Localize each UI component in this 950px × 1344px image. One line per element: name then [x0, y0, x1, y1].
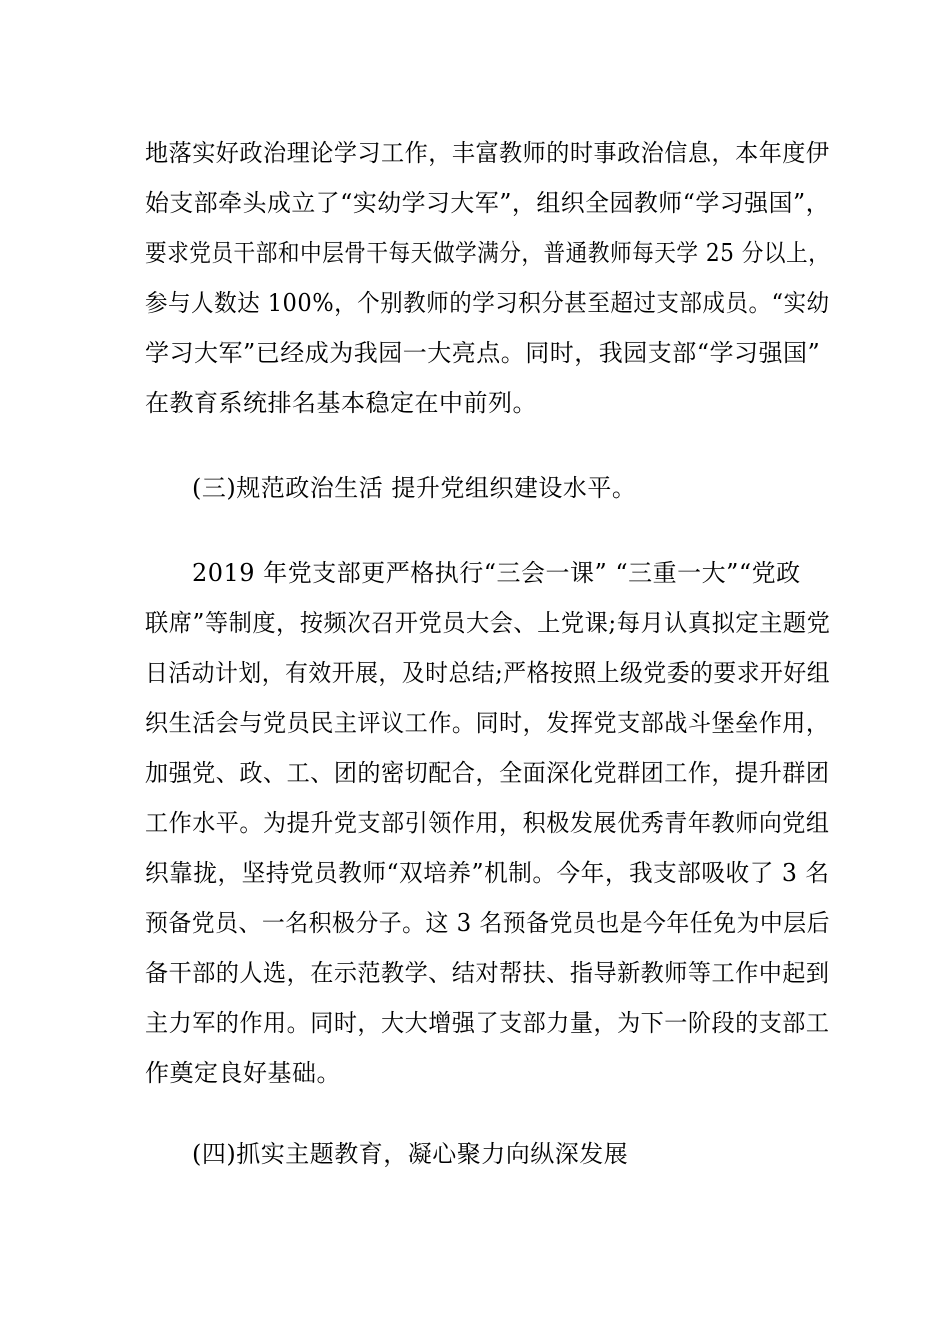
section-heading-3: (三)规范政治生活 提升党组织建设水平。 — [192, 474, 637, 502]
body-text-line: 日活动计划，有效开展，及时总结;严格按照上级党委的要求开好组 — [145, 659, 831, 687]
body-text-line: 在教育系统排名基本稳定在中前列。 — [145, 389, 537, 417]
body-text-line: 学习大军”已经成为我园一大亮点。同时，我园支部“学习强国” — [145, 339, 821, 367]
body-text-line: 联席”等制度，按频次召开党员大会、上党课;每月认真拟定主题党 — [145, 609, 831, 637]
body-text-line: 参与人数达 100%，个别教师的学习积分甚至超过支部成员。“实幼 — [145, 289, 830, 317]
body-text-line: 地落实好政治理论学习工作，丰富教师的时事政治信息，本年度伊 — [145, 139, 830, 167]
body-text-line: 织靠拢，坚持党员教师“双培养”机制。今年，我支部吸收了 3 名 — [145, 859, 830, 887]
body-text-line: 主力军的作用。同时，大大增强了支部力量，为下一阶段的支部工 — [145, 1009, 830, 1037]
body-text-line: 始支部牵头成立了“实幼学习大军”，组织全园教师“学习强国”， — [145, 189, 831, 217]
body-text-line: 预备党员、一名积极分子。这 3 名预备党员也是今年任免为中层后 — [145, 909, 831, 937]
body-text-line: 加强党、政、工、团的密切配合，全面深化党群团工作，提升群团 — [145, 759, 830, 787]
body-text-line: 织生活会与党员民主评议工作。同时，发挥党支部战斗堡垒作用， — [145, 709, 830, 737]
body-text-line: 作奠定良好基础。 — [145, 1059, 341, 1087]
section-heading-4: (四)抓实主题教育，凝心聚力向纵深发展 — [192, 1140, 629, 1168]
body-text-line: 要求党员干部和中层骨干每天做学满分，普通教师每天学 25 分以上， — [145, 239, 831, 267]
body-text-line: 工作水平。为提升党支部引领作用，积极发展优秀青年教师向党组 — [145, 809, 830, 837]
body-text-line: 2019 年党支部更严格执行“三会一课” “三重一大”“党政 — [192, 559, 801, 587]
body-text-line: 备干部的人选，在示范教学、结对帮扶、指导新教师等工作中起到 — [145, 959, 830, 987]
